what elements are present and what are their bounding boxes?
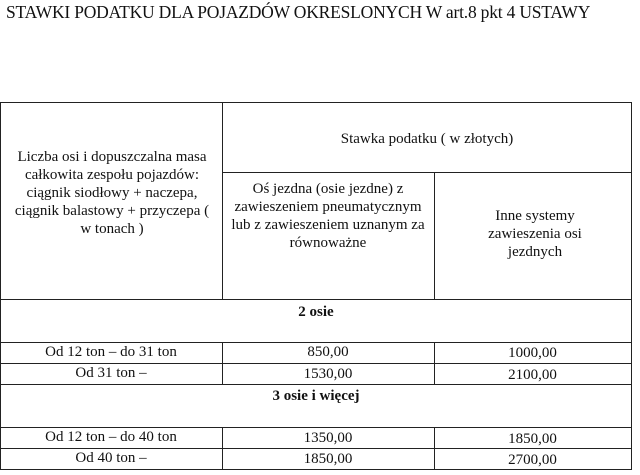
table-border-right: [631, 102, 632, 470]
rule: [0, 363, 632, 364]
table-border-left: [0, 102, 1, 470]
rule: [0, 448, 632, 449]
row-range: Od 40 ton –: [75, 450, 147, 466]
header-other-suspension: Inne systemy zawieszenia osi jezdnych: [488, 208, 582, 260]
rule: [0, 342, 632, 343]
header-pneumatic-suspension: Oś jezdna (osie jezdne) z zawieszeniem pneumatycznym lub z zawieszeniem uznanym za równoważne: [231, 181, 425, 251]
header-tax-rate: Stawka podatku ( w złotych): [340, 131, 514, 147]
row-other: 2700,00: [508, 452, 557, 468]
row-other: 2100,00: [508, 367, 557, 383]
document-title: STAWKI PODATKU DLA POJAZDÓW OKRESLONYCH W art.8 pkt 4 USTAWY: [6, 2, 591, 22]
row-range: Od 12 ton – do 40 ton: [45, 429, 177, 445]
rule: [0, 469, 632, 470]
row-other: 1000,00: [508, 345, 557, 361]
header-divider: [222, 172, 632, 173]
row-pneumatic: 1530,00: [303, 366, 353, 382]
row-range: Od 12 ton – do 31 ton: [45, 344, 177, 360]
row-range: Od 31 ton –: [75, 365, 147, 381]
section-title-3-axles: 3 osie i więcej: [272, 388, 360, 404]
table-border-top: [0, 102, 632, 103]
row-pneumatic: 1850,00: [303, 451, 353, 467]
row-pneumatic: 1350,00: [303, 430, 353, 446]
row-other: 1850,00: [508, 431, 557, 447]
header-bottom-line: [0, 299, 632, 300]
header-axle-mass: Liczba osi i dopuszczalna masa całkowita zespołu pojazdów: ciągnik siodłowy + naczepa, ciągnik balastowy + przyczepa ( w tonach ): [14, 149, 210, 237]
rule: [0, 384, 632, 385]
section-title-2-axles: 2 osie: [298, 304, 334, 320]
col-divider: [434, 172, 435, 300]
col-divider: [222, 102, 223, 300]
row-pneumatic: 850,00: [307, 344, 349, 360]
rule: [0, 427, 632, 428]
